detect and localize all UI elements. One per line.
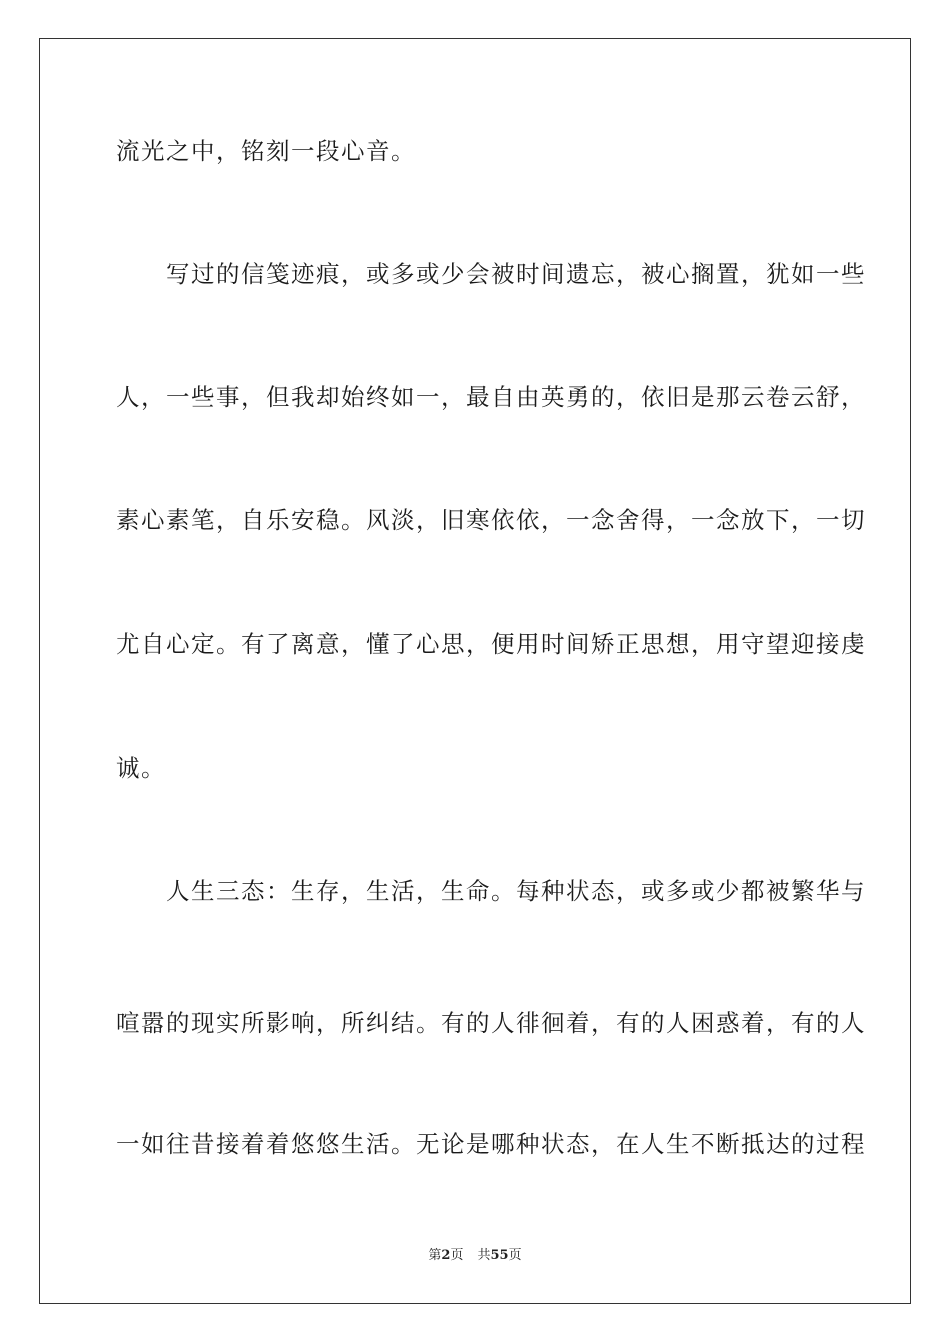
page-footer	[0, 1247, 950, 1265]
footer-page-total: 55	[490, 1248, 509, 1263]
footer-page-current: 2	[441, 1248, 451, 1263]
text-line: 一如往昔接着着悠悠生活。无论是哪种状态，在人生不断抵达的过程	[116, 1130, 866, 1158]
text-line: 写过的信笺迹痕，或多或少会被时间遗忘，被心搁置，犹如一些	[116, 260, 866, 288]
text-line: 喧嚣的现实所影响，所纠结。有的人徘徊着，有的人困惑着，有的人	[116, 1009, 866, 1037]
text-line: 流光之中，铭刻一段心音。	[116, 137, 416, 165]
footer-page-suffix: 页	[450, 1248, 464, 1263]
page-border	[39, 38, 911, 1304]
text-line: 人，一些事，但我却始终如一，最自由英勇的，依旧是那云卷云舒，	[116, 383, 866, 411]
footer-total-suffix: 页	[508, 1248, 522, 1263]
footer-total-prefix: 共	[477, 1248, 491, 1263]
text-line: 素心素笔，自乐安稳。风淡，旧寒依依，一念舍得，一念放下，一切	[116, 506, 866, 534]
text-line: 人生三态：生存，生活，生命。每种状态，或多或少都被繁华与	[116, 877, 866, 905]
text-line: 尤自心定。有了离意，懂了心思，便用时间矫正思想，用守望迎接虔	[116, 630, 866, 658]
footer-page-prefix: 第	[428, 1248, 442, 1263]
text-line: 诚。	[116, 754, 166, 782]
